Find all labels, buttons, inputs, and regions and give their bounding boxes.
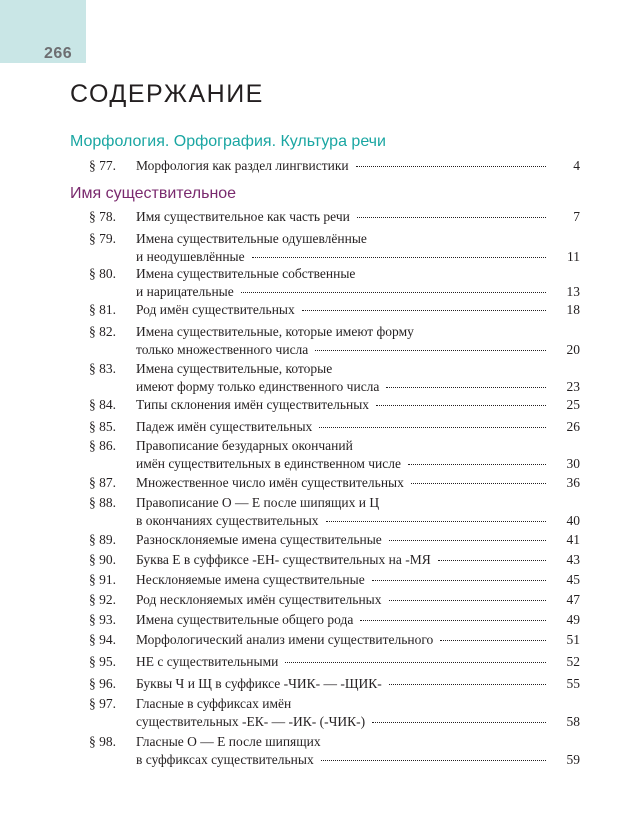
dot-leader: [372, 579, 546, 581]
dot-leader: [302, 309, 546, 311]
toc-entry-title-line: Имена существительные общего рода: [136, 612, 354, 627]
toc-entry-title-line: Морфологический анализ имени существительного: [136, 632, 434, 647]
dot-leader: [389, 599, 547, 601]
toc-entry-number: § 88.: [89, 495, 116, 510]
toc-entry-number: § 93.: [89, 612, 116, 627]
page-title: СОДЕРЖАНИЕ: [70, 80, 264, 108]
toc-entry-number: § 83.: [89, 361, 116, 376]
toc-entry-page: 23: [566, 378, 580, 394]
section-heading-noun: Имя существительное: [70, 185, 237, 202]
toc-entry-title-line: и неодушевлённые: [136, 248, 245, 264]
toc-entry-page: 30: [566, 455, 580, 471]
dot-leader: [360, 619, 546, 621]
toc-entry-number: § 84.: [89, 397, 116, 412]
dot-leader: [319, 426, 546, 428]
toc-entry-page: 25: [566, 397, 580, 412]
dot-leader: [389, 683, 546, 685]
dot-leader: [411, 482, 546, 484]
toc-entry-title-line: Падеж имён существительных: [136, 419, 313, 434]
toc-entry-number: § 78.: [89, 209, 116, 224]
toc-entry-page: 58: [566, 713, 580, 729]
toc-entry-title-line: существительных -ЕК- — -ИК- (-ЧИК-): [136, 713, 366, 729]
toc-entry-title-line: Род несклоняемых имён существительных: [136, 592, 382, 607]
dot-leader: [386, 386, 546, 388]
toc-entry-number: § 91.: [89, 572, 116, 587]
toc-entry-title-line: Несклоняемые имена существительные: [136, 572, 365, 587]
toc-entry-title-line: Буквы Ч и Щ в суффиксе -ЧИК- — -ЩИК-: [136, 676, 382, 691]
dot-leader: [376, 404, 546, 406]
toc-entry-number: § 97.: [89, 696, 116, 711]
dot-leader: [285, 661, 546, 663]
dot-leader: [321, 759, 546, 761]
toc-entry-title-line: Правописание безударных окончаний: [136, 438, 353, 453]
toc-entry-title-line: Правописание О — Е после шипящих и Ц: [136, 495, 380, 510]
toc-entry-number: § 89.: [89, 532, 116, 547]
toc-entry-page: 4: [573, 158, 580, 173]
toc-entry-title-line: Типы склонения имён существительных: [136, 397, 370, 412]
toc-entry-page: 45: [566, 572, 580, 587]
toc-entry-number: § 77.: [89, 158, 116, 173]
dot-leader: [408, 463, 546, 465]
page-number: 266: [44, 45, 73, 62]
dot-leader: [241, 291, 546, 293]
toc-entry-number: § 87.: [89, 475, 116, 490]
toc-entry-title-line: Имя существительное как часть речи: [136, 209, 350, 224]
toc-entry-page: 26: [566, 419, 580, 434]
dot-leader: [357, 216, 546, 218]
section-heading-morphology: Морфология. Орфография. Культура речи: [70, 133, 386, 150]
toc-entry-page: 20: [566, 341, 580, 357]
toc-entry-number: § 85.: [89, 419, 116, 434]
toc-entry-page: 7: [573, 209, 580, 224]
dot-leader: [315, 349, 546, 351]
toc-entry-title-line: в окончаниях существительных: [136, 512, 319, 528]
dot-leader: [326, 520, 546, 522]
toc-entry-page: 47: [566, 592, 580, 607]
toc-entry-number: § 94.: [89, 632, 116, 647]
toc-entry-page: 49: [566, 612, 580, 627]
toc-entry-page: 41: [566, 532, 580, 547]
toc-entry-number: § 96.: [89, 676, 116, 691]
toc-entry-page: 59: [566, 751, 580, 767]
toc-entry-number: § 95.: [89, 654, 116, 669]
toc-entry-title-line: Имена существительные, которые имеют форму: [136, 324, 414, 339]
toc-entry-number: § 81.: [89, 302, 116, 317]
toc-entry-title-line: Род имён существительных: [136, 302, 295, 317]
toc-entry-page: 51: [566, 632, 580, 647]
toc-entry-page: 36: [566, 475, 580, 490]
dot-leader: [438, 559, 546, 561]
toc-entry-title-line: НЕ с существительными: [136, 654, 279, 669]
toc-entry-number: § 82.: [89, 324, 116, 339]
toc-entry-page: 11: [567, 248, 580, 264]
toc-entry-title-line: Имена существительные собственные: [136, 266, 356, 281]
toc-entry-page: 55: [566, 676, 580, 691]
toc-entry-title-line: Буква Е в суффиксе -ЕН- существительных на -МЯ: [136, 552, 431, 567]
toc-entry-number: § 80.: [89, 266, 116, 281]
toc-entry-title-line: в суффиксах существительных: [136, 751, 314, 767]
toc-entry-number: § 90.: [89, 552, 116, 567]
toc-entry-title-line: Имена существительные одушевлённые: [136, 231, 367, 246]
toc-entry-title-line: Гласные в суффиксах имён: [136, 696, 292, 711]
toc-entry-title-line: Имена существительные, которые: [136, 361, 333, 376]
toc-entry-number: § 92.: [89, 592, 116, 607]
toc-entry-number: § 86.: [89, 438, 116, 453]
toc-entry-page: 40: [566, 512, 580, 528]
toc-entry-title-line: имеют форму только единственного числа: [136, 378, 380, 394]
dot-leader: [440, 639, 546, 641]
toc-entry-number: § 79.: [89, 231, 116, 246]
toc-entry-title-line: Множественное число имён существительных: [136, 475, 404, 490]
toc-entry-title-line: имён существительных в единственном числе: [136, 455, 401, 471]
toc-entry-title-line: и нарицательные: [136, 283, 234, 299]
toc-entry-page: 43: [566, 552, 580, 567]
toc-entry-page: 52: [566, 654, 580, 669]
toc-entry-title-line: Разносклоняемые имена существительные: [136, 532, 382, 547]
toc-entry-title-line: только множественного числа: [136, 341, 309, 357]
toc-entry-page: 13: [566, 283, 580, 299]
toc-entry-title-line: Морфология как раздел лингвистики: [136, 158, 349, 173]
dot-leader: [372, 721, 546, 723]
toc-entry-number: § 98.: [89, 734, 116, 749]
toc-entry-title-line: Гласные О — Е после шипящих: [136, 734, 321, 749]
dot-leader: [252, 256, 546, 258]
page-corner-tab: [0, 0, 86, 63]
dot-leader: [389, 539, 546, 541]
dot-leader: [356, 165, 546, 167]
toc-entry-page: 18: [566, 302, 580, 317]
